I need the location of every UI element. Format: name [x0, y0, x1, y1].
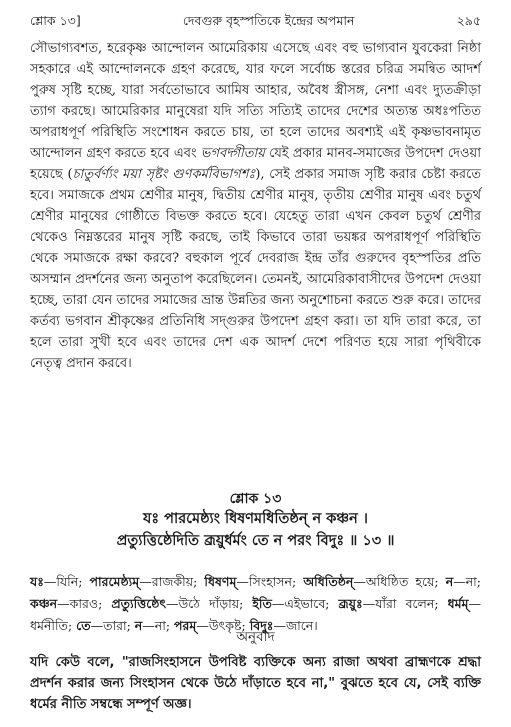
- synonym-meaning: উৎকৃষ্ট;: [208, 618, 250, 633]
- synonym-meaning: না;: [465, 574, 481, 589]
- synonym-word: বিদুঃ: [249, 618, 274, 633]
- synonym-meaning: না;: [154, 618, 175, 633]
- sanskrit-verse: [30, 508, 481, 552]
- synonym-word: প্রত্যুত্তিষ্ঠেৎ: [111, 596, 167, 611]
- synonym-word: ন: [134, 618, 143, 633]
- header-chapter-title: দেবগুরু বৃহস্পতিকে ইন্দ্রের অপমান: [182, 13, 355, 28]
- header-verse-ref: শ্লোক ১৩]: [30, 13, 81, 28]
- synonym-word: কঞ্চন: [30, 596, 58, 611]
- page-number: ২৯৫: [456, 13, 481, 28]
- word-synonyms: যঃ—যিনি; পারমেষ্ঠ্যম্—রাজকীয়; ধিষণম্—সিংহাসন; অধিতিষ্ঠন্—অধিষ্ঠিত হয়ে; ন—না; কঞ্চন—কারও; প্রত্যুত্তিষ্ঠেৎ—উঠে দাঁড়ায়; ইতি—এইভাবে; ব্রূয়ুঃ—যাঁরা বলেন; ধর্মম্—ধর্মনীতি; তে—তারা; ন—না; পরম্—উৎকৃষ্ট; বিদুঃ—জানে।: [30, 574, 481, 633]
- synonym-word: ব্রূয়ুঃ: [338, 596, 363, 611]
- synonym-meaning: জানে।: [285, 618, 318, 633]
- synonym-meaning: যাঁরা বলেন;: [375, 596, 448, 611]
- purport-text-3: ), সেই প্রকার সমাজ সৃষ্টি করার চেষ্টা করতে হবে। সমাজকে প্রথম শ্রেণীর মানুষ, দ্বিতীয় শ্রেণীর মানুষ, তৃতীয় শ্রেণীর মানুষ এবং চতুর্থ শ্রেণীর মানুষের গোষ্ঠীতে বিভক্ত করতে হবে। যেহেতু তারা এখন কেবল চতুর্থ শ্রেণীর থেকেও নিম্নস্তরের মানুষ সৃষ্টি করছে, তাই কিভাবে তারা ভয়ঙ্কর অপরাধপূর্ণ পরিস্থিতি থেকে সমাজকে রক্ষা করবে? বহুকাল পূর্বে দেবরাজ ইন্দ্র তাঁর গুরুদেব বৃহস্পতির প্রতি অসম্মান প্রদর্শনের জন্য অনুতাপ করেছিলেন। তেমনই, আমেরিকাবাসীদের উপদেশ দেওয়া হচ্ছে, তারা যেন তাদের সমাজের ভ্রান্ত উন্নতির জন্য অনুশোচনা করতে শুরু করে। তাদের কর্তব্য ভগবান শ্রীকৃষ্ণের প্রতিনিধি সদ্গুরুর উপদেশ গ্রহণ করা। তা যদি তারা করে, তা হলে তারা সুখী হবে এবং তাদের দেশ এক আদর্শ দেশে পরিণত হয়ে সারা পৃথিবীকে নেতৃত্ব প্রদান করবে।: [30, 167, 481, 371]
- purport-italic-quote: চাতুর্বর্ণ্যং ময়া সৃষ্টং গুণকর্মবিভাগশঃ: [72, 167, 256, 182]
- verse-line-1: যঃ পারমেষ্ঠ্যং ধিষণমধিতিষ্ঠন্ ন কঞ্চন ।: [143, 511, 368, 527]
- running-header: [30, 12, 481, 34]
- synonym-meaning: যিনি;: [56, 574, 90, 589]
- synonym-word: পারমেষ্ঠ্যম্: [89, 574, 140, 589]
- synonym-word: পরম্: [174, 618, 197, 633]
- synonym-word: ন: [445, 574, 454, 589]
- translation-title: অনুবাদ: [236, 629, 275, 645]
- synonym-meaning: তারা;: [103, 618, 135, 633]
- synonym-word: ইতি: [252, 596, 272, 611]
- translation-text: যদি কেউ বলে, "রাজসিংহাসনে উপবিষ্ট ব্যক্তিকে অন্য রাজা অথবা ব্রাহ্মণকে শ্রদ্ধা প্রদর্শন করার জন্য সিংহাসন থেকে উঠে দাঁড়াতে হবে না," বুঝতে হবে যে, সেই ব্যক্তি ধর্মের নীতি সম্বন্ধে সম্পূর্ণ অজ্ঞ।: [30, 655, 481, 712]
- synonym-meaning: সিংহাসন;: [248, 574, 304, 589]
- synonym-meaning: ধর্মনীতি;: [30, 618, 77, 633]
- synonym-meaning: রাজকীয়;: [151, 574, 205, 589]
- synonym-meaning: অধিষ্ঠিত হয়ে;: [365, 574, 446, 589]
- purport-text-2: যেই প্রকার মানব-সমাজের উপদেশ দেওয়া হয়েছে (: [30, 146, 481, 182]
- synonym-word: ধিষণম্: [204, 574, 237, 589]
- synonym-meaning: এইভাবে;: [284, 596, 339, 611]
- purport-text-1: সৌভাগ্যবশত, হরেকৃষ্ণ আন্দোলন আমেরিকায় এসেছে এবং বহু ভাগ্যবান যুবকেরা নিষ্ঠা সহকারে এই আন্দোলনকে গ্রহণ করেছে, যার ফলে সর্বোচ্চ স্তরের চরিত্র সমন্বিত আদর্শ পুরুষ সৃষ্টি হচ্ছে, যারা সর্বতোভাবে আমিষ আহার, অবৈধ স্ত্রীসঙ্গ, নেশা এবং দ্যুতক্রীড়া ত্যাগ করছে। আমেরিকার মানুষেরা যদি সত্যি সত্যিই তাদের দেশের অত্যন্ত অধঃপতিত অপরাধপূর্ণ পরিস্থিতি সংশোধন করতে চায়, তা হলে তাদের অবশ্যই এই কৃষ্ণভাবনামৃত আন্দোলন গ্রহণ করতে হবে এবং: [30, 41, 481, 161]
- purport-paragraph: [30, 38, 481, 374]
- synonym-word: অধিতিষ্ঠন্: [303, 574, 354, 589]
- synonym-word: যঃ: [30, 574, 44, 589]
- synonym-meaning: উঠে দাঁড়ায়;: [178, 596, 253, 611]
- synonym-word: তে: [76, 618, 91, 633]
- verse-line-2: প্রত্যুত্তিষ্ঠেদিতি ব্রূয়ুর্ধর্মং তে ন পরং বিদুঃ ॥ ১৩ ॥: [116, 533, 395, 549]
- purport-italic-gita: ভগবদ্গীতায়: [200, 146, 265, 161]
- synonym-meaning: কারও;: [69, 596, 112, 611]
- synonym-word: ধর্মম্: [447, 596, 469, 611]
- verse-title: শ্লোক ১৩: [229, 491, 282, 507]
